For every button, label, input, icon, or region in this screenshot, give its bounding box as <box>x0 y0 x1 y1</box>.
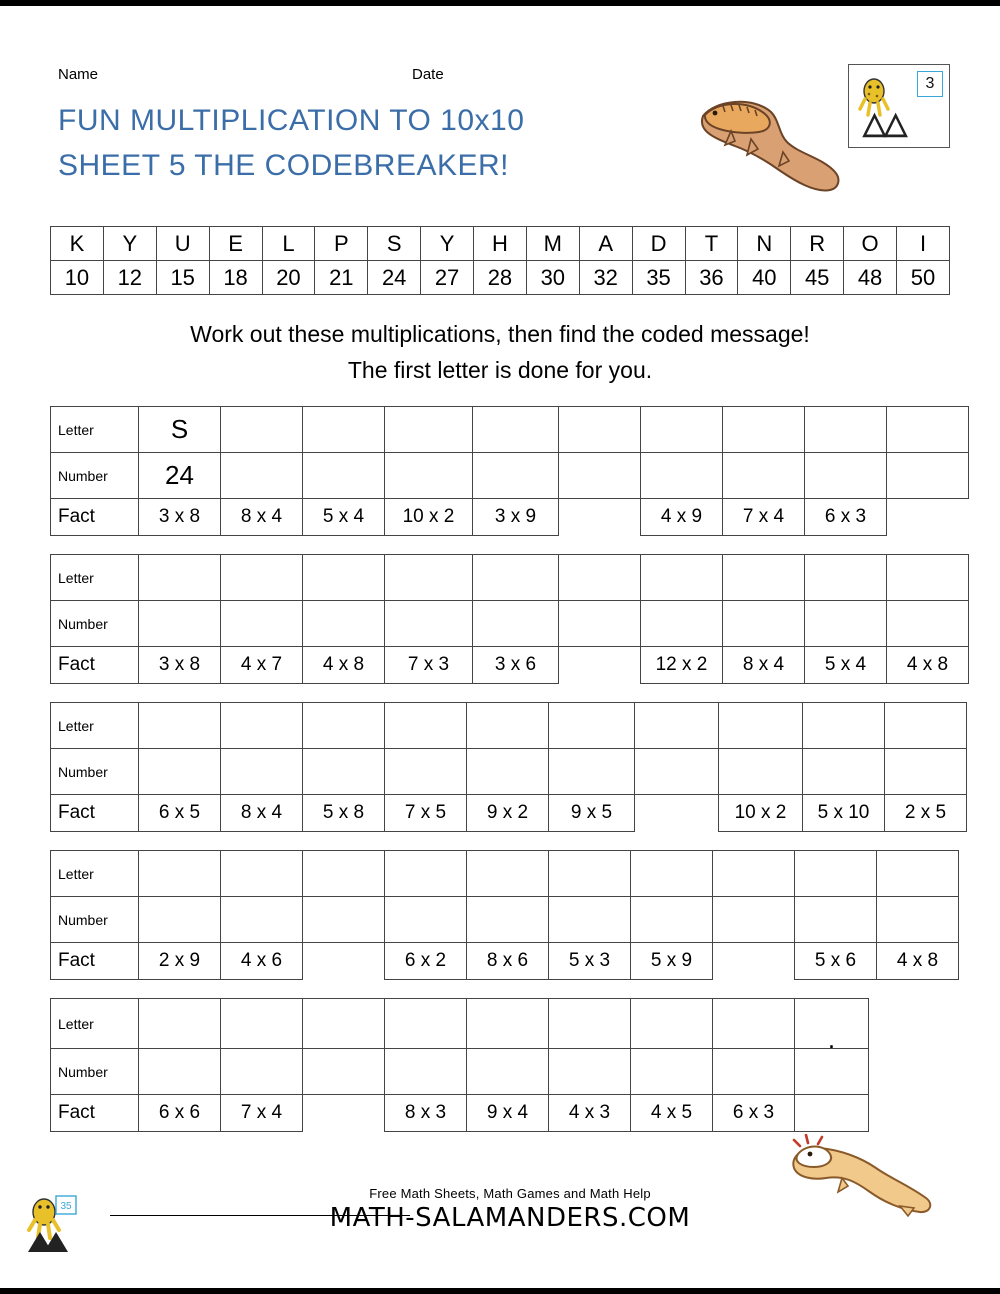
key-letter: R <box>791 227 844 261</box>
puzzle-block <box>50 406 969 536</box>
number-cell[interactable] <box>719 749 803 795</box>
key-letters-row <box>51 227 950 261</box>
key-number: 35 <box>632 261 685 295</box>
letter-cell[interactable] <box>303 703 385 749</box>
key-letter: P <box>315 227 368 261</box>
fact-cell-gap <box>303 1095 385 1132</box>
letter-cell[interactable] <box>385 555 473 601</box>
fact-cell: 4 x 8 <box>877 943 959 980</box>
number-cell[interactable] <box>641 453 723 499</box>
fact-cell: 5 x 8 <box>303 795 385 832</box>
number-cell[interactable] <box>303 749 385 795</box>
fact-cell: 8 x 4 <box>221 795 303 832</box>
letter-cell[interactable] <box>549 999 631 1049</box>
row-label-number: Number <box>51 601 139 647</box>
letter-cell[interactable] <box>723 407 805 453</box>
number-cell[interactable] <box>723 601 805 647</box>
row-label-letter: Letter <box>51 999 139 1049</box>
key-letter: O <box>844 227 897 261</box>
letter-cell[interactable] <box>139 851 221 897</box>
row-label-number: Number <box>51 749 139 795</box>
letter-cell[interactable] <box>221 999 303 1049</box>
key-letter: A <box>579 227 632 261</box>
key-letter: H <box>474 227 527 261</box>
fact-cell: 5 x 9 <box>631 943 713 980</box>
fact-cell: 4 x 6 <box>221 943 303 980</box>
key-letter: E <box>209 227 262 261</box>
fact-cell: 3 x 8 <box>139 499 221 536</box>
key-letter: U <box>156 227 209 261</box>
number-cell[interactable] <box>467 897 549 943</box>
row-label-fact: Fact <box>51 943 139 980</box>
row-label-fact: Fact <box>51 499 139 536</box>
instructions <box>50 317 950 388</box>
date-label: Date <box>412 66 444 83</box>
lizard-icon <box>780 1134 940 1244</box>
letter-cell-gap[interactable] <box>559 555 641 601</box>
number-cell[interactable] <box>549 749 635 795</box>
number-cell[interactable] <box>303 601 385 647</box>
puzzle-block <box>50 702 967 832</box>
svg-text:35: 35 <box>60 1201 72 1212</box>
number-cell[interactable] <box>805 601 887 647</box>
number-cell-gap[interactable] <box>303 897 385 943</box>
fact-cell-gap <box>559 647 641 684</box>
letter-cell-gap[interactable] <box>713 851 795 897</box>
number-cell[interactable] <box>549 1049 631 1095</box>
row-label-number: Number <box>51 897 139 943</box>
letter-cell[interactable] <box>549 703 635 749</box>
letter-cell[interactable] <box>887 555 969 601</box>
number-cell-gap[interactable] <box>559 601 641 647</box>
number-cell[interactable] <box>385 1049 467 1095</box>
key-number: 50 <box>897 261 950 295</box>
fact-cell: 6 x 3 <box>713 1095 795 1132</box>
number-cell[interactable] <box>385 897 467 943</box>
number-cell[interactable] <box>385 749 467 795</box>
puzzle-block <box>50 554 969 684</box>
number-cell[interactable] <box>139 897 221 943</box>
row-label-number: Number <box>51 453 139 499</box>
key-number: 45 <box>791 261 844 295</box>
letter-cell-gap[interactable] <box>303 999 385 1049</box>
number-cell[interactable] <box>803 749 885 795</box>
fact-cell: 3 x 8 <box>139 647 221 684</box>
key-letter: T <box>685 227 738 261</box>
letter-cell[interactable] <box>139 555 221 601</box>
letter-cell-gap[interactable] <box>303 851 385 897</box>
number-cell-gap[interactable] <box>303 1049 385 1095</box>
number-cell[interactable] <box>221 1049 303 1095</box>
letter-cell[interactable] <box>473 555 559 601</box>
fact-cell: 5 x 3 <box>549 943 631 980</box>
number-cell[interactable] <box>795 897 877 943</box>
number-cell[interactable] <box>303 453 385 499</box>
fact-cell: 5 x 4 <box>805 647 887 684</box>
period-cell: . <box>795 999 869 1049</box>
number-cell[interactable] <box>473 453 559 499</box>
letter-cell[interactable] <box>549 851 631 897</box>
worksheet-header <box>50 46 950 83</box>
fact-cell: 2 x 9 <box>139 943 221 980</box>
fact-cell: 3 x 6 <box>473 647 559 684</box>
letter-cell[interactable] <box>795 851 877 897</box>
key-letter: L <box>262 227 315 261</box>
page-title-line-2: SHEET 5 THE CODEBREAKER! <box>58 149 510 182</box>
fact-cell-gap <box>713 943 795 980</box>
row-label-fact: Fact <box>51 647 139 684</box>
fact-cell: 4 x 3 <box>549 1095 631 1132</box>
fact-cell: 7 x 5 <box>385 795 467 832</box>
fact-cell <box>795 1095 869 1132</box>
letter-cell[interactable] <box>221 407 303 453</box>
key-letter: D <box>632 227 685 261</box>
key-number: 48 <box>844 261 897 295</box>
key-letter: M <box>526 227 579 261</box>
name-label: Name <box>58 66 99 83</box>
fact-cell: 5 x 4 <box>303 499 385 536</box>
row-label-letter: Letter <box>51 555 139 601</box>
number-cell[interactable] <box>221 601 303 647</box>
worksheet-content <box>50 46 950 1132</box>
fact-cell-gap <box>559 499 641 536</box>
key-letter: S <box>368 227 421 261</box>
letter-cell[interactable] <box>473 407 559 453</box>
fact-cell: 9 x 2 <box>467 795 549 832</box>
fact-cell: 4 x 9 <box>641 499 723 536</box>
row-label-fact: Fact <box>51 1095 139 1132</box>
letter-cell[interactable] <box>385 407 473 453</box>
letter-cell[interactable] <box>713 999 795 1049</box>
fact-cell: 7 x 3 <box>385 647 473 684</box>
letter-cell[interactable] <box>723 555 805 601</box>
number-cell[interactable] <box>221 897 303 943</box>
footer <box>300 1186 720 1233</box>
fact-cell: 12 x 2 <box>641 647 723 684</box>
instructions-line-1: Work out these multiplications, then find the coded message! <box>190 321 810 347</box>
key-number: 32 <box>579 261 632 295</box>
key-letter: I <box>897 227 950 261</box>
page-title-line-1: FUN MULTIPLICATION TO 10x10 <box>58 104 525 137</box>
row-label-letter: Letter <box>51 407 139 453</box>
fact-cell-gap <box>303 943 385 980</box>
number-cell-gap[interactable] <box>887 453 969 499</box>
number-cell[interactable] <box>805 453 887 499</box>
key-letter: Y <box>103 227 156 261</box>
number-cell[interactable] <box>877 897 959 943</box>
key-number: 27 <box>421 261 474 295</box>
key-number: 36 <box>685 261 738 295</box>
fact-cell: 6 x 5 <box>139 795 221 832</box>
key-number: 28 <box>474 261 527 295</box>
letter-cell[interactable] <box>719 703 803 749</box>
letter-cell[interactable] <box>631 851 713 897</box>
code-key-table <box>50 226 950 295</box>
key-number: 21 <box>315 261 368 295</box>
fact-cell: 5 x 6 <box>795 943 877 980</box>
math-salamanders-m-icon: △△ <box>863 107 906 140</box>
number-cell[interactable]: 24 <box>139 453 221 499</box>
letter-cell-gap[interactable] <box>559 407 641 453</box>
number-cell[interactable] <box>473 601 559 647</box>
fact-cell: 6 x 6 <box>139 1095 221 1132</box>
number-cell[interactable] <box>549 897 631 943</box>
puzzle-block <box>50 998 869 1132</box>
key-number: 15 <box>156 261 209 295</box>
row-label-number: Number <box>51 1049 139 1095</box>
fact-cell: 3 x 9 <box>473 499 559 536</box>
number-cell[interactable] <box>139 601 221 647</box>
fact-cell: 10 x 2 <box>385 499 473 536</box>
number-cell[interactable] <box>385 601 473 647</box>
footer-site-url[interactable]: MATH-SALAMANDERS.COM <box>329 1203 691 1233</box>
number-cell-gap[interactable] <box>559 453 641 499</box>
letter-cell[interactable] <box>467 703 549 749</box>
row-label-letter: Letter <box>51 851 139 897</box>
letter-cell[interactable] <box>221 703 303 749</box>
key-letter: N <box>738 227 791 261</box>
worksheet-logo <box>848 64 950 148</box>
number-cell[interactable] <box>723 453 805 499</box>
instructions-line-2: The first letter is done for you. <box>347 356 653 383</box>
letter-cell[interactable] <box>641 407 723 453</box>
letter-cell[interactable] <box>467 851 549 897</box>
fact-cell: 4 x 8 <box>303 647 385 684</box>
row-label-fact: Fact <box>51 795 139 832</box>
math-salamanders-logo-icon <box>22 1192 84 1254</box>
letter-cell[interactable] <box>641 555 723 601</box>
fact-cell: 9 x 4 <box>467 1095 549 1132</box>
fact-cell-gap <box>887 499 969 536</box>
number-cell[interactable] <box>139 1049 221 1095</box>
lizard-icon <box>675 86 850 196</box>
number-cell[interactable] <box>631 897 713 943</box>
letter-cell[interactable] <box>139 703 221 749</box>
letter-cell[interactable] <box>631 999 713 1049</box>
number-cell[interactable] <box>885 749 967 795</box>
fact-cell: 8 x 3 <box>385 1095 467 1132</box>
letter-cell[interactable] <box>805 555 887 601</box>
key-numbers-row <box>51 261 950 295</box>
letter-cell[interactable] <box>877 851 959 897</box>
number-cell[interactable] <box>713 1049 795 1095</box>
fact-cell: 4 x 5 <box>631 1095 713 1132</box>
letter-cell[interactable] <box>467 999 549 1049</box>
number-cell[interactable] <box>385 453 473 499</box>
letter-cell[interactable] <box>139 999 221 1049</box>
letter-cell-gap[interactable] <box>887 407 969 453</box>
number-cell[interactable] <box>221 749 303 795</box>
letter-cell[interactable] <box>385 703 467 749</box>
fact-cell: 4 x 7 <box>221 647 303 684</box>
sheet-number-badge: 3 <box>917 71 943 97</box>
fact-cell: 4 x 8 <box>887 647 969 684</box>
letter-cell[interactable] <box>303 555 385 601</box>
fact-cell: 8 x 4 <box>221 499 303 536</box>
number-cell[interactable] <box>795 1049 869 1095</box>
letter-cell[interactable] <box>805 407 887 453</box>
letter-cell[interactable] <box>885 703 967 749</box>
puzzle-block <box>50 850 959 980</box>
key-number: 40 <box>738 261 791 295</box>
number-cell-gap[interactable] <box>635 749 719 795</box>
letter-cell[interactable]: S <box>139 407 221 453</box>
number-cell[interactable] <box>467 1049 549 1095</box>
letter-cell[interactable] <box>385 999 467 1049</box>
letter-cell[interactable] <box>303 407 385 453</box>
key-number: 30 <box>526 261 579 295</box>
letter-cell[interactable] <box>221 851 303 897</box>
fact-cell: 10 x 2 <box>719 795 803 832</box>
number-cell[interactable] <box>139 749 221 795</box>
fact-cell: 5 x 10 <box>803 795 885 832</box>
key-number: 12 <box>103 261 156 295</box>
number-cell-gap[interactable] <box>713 897 795 943</box>
number-cell[interactable] <box>221 453 303 499</box>
number-cell[interactable] <box>887 601 969 647</box>
number-cell[interactable] <box>467 749 549 795</box>
letter-cell[interactable] <box>803 703 885 749</box>
fact-cell: 9 x 5 <box>549 795 635 832</box>
number-cell[interactable] <box>631 1049 713 1095</box>
number-cell[interactable] <box>641 601 723 647</box>
letter-cell[interactable] <box>385 851 467 897</box>
fact-cell: 6 x 3 <box>805 499 887 536</box>
letter-cell-gap[interactable] <box>635 703 719 749</box>
key-letter: Y <box>421 227 474 261</box>
row-label-letter: Letter <box>51 703 139 749</box>
key-letter: K <box>51 227 104 261</box>
letter-cell[interactable] <box>221 555 303 601</box>
fact-cell: 7 x 4 <box>221 1095 303 1132</box>
fact-cell: 7 x 4 <box>723 499 805 536</box>
key-number: 20 <box>262 261 315 295</box>
fact-cell: 6 x 2 <box>385 943 467 980</box>
fact-cell-gap <box>635 795 719 832</box>
footer-tagline: Free Math Sheets, Math Games and Math Help <box>369 1186 651 1201</box>
key-number: 10 <box>51 261 104 295</box>
fact-cell: 8 x 4 <box>723 647 805 684</box>
fact-cell: 2 x 5 <box>885 795 967 832</box>
fact-cell: 8 x 6 <box>467 943 549 980</box>
key-number: 24 <box>368 261 421 295</box>
key-number: 18 <box>209 261 262 295</box>
